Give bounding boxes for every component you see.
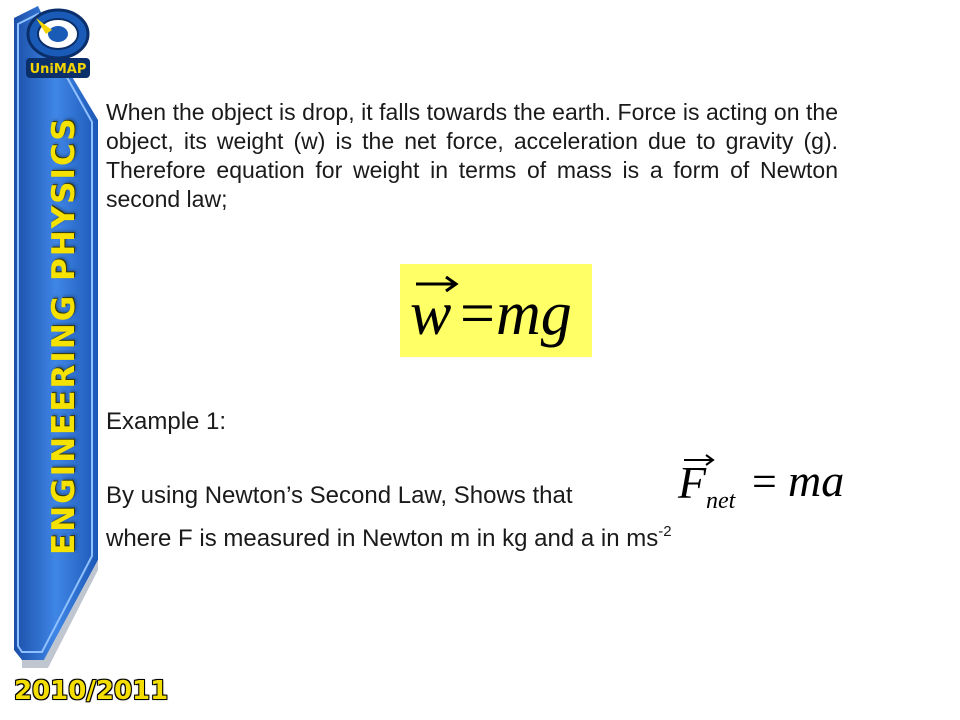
course-title: ENGINEERING PHYSICS [46,116,82,555]
net-force-equation [672,448,868,512]
units-text: where F is measured in Newton m in kg and a in ms [106,525,659,552]
intro-paragraph: When the object is drop, it falls towards the earth. Force is acting on the object, its weight (w) is the net force, acceleration due to gravity (g). Therefore equation for weight in terms of mass is a form of Newton second law; [106,99,838,212]
example-statement: By using Newton’s Second Law, Shows that [106,482,573,509]
svg-text:UniMAP: UniMAP [29,62,87,77]
units-exponent: -2 [658,523,672,540]
svg-text:ma: ma [788,455,845,506]
svg-text:=: = [460,280,495,348]
svg-text:F: F [678,457,707,508]
units-statement [106,523,672,553]
academic-year: 2010/2011 [14,676,169,706]
svg-text:w: w [410,280,452,348]
weight-equation [400,264,592,357]
example-heading: Example 1: [106,408,227,435]
unimap-logo [18,4,98,82]
svg-text:net: net [706,488,736,512]
weight-equation-box [400,264,592,357]
svg-text:=: = [752,457,777,506]
svg-text:mg: mg [496,280,572,348]
